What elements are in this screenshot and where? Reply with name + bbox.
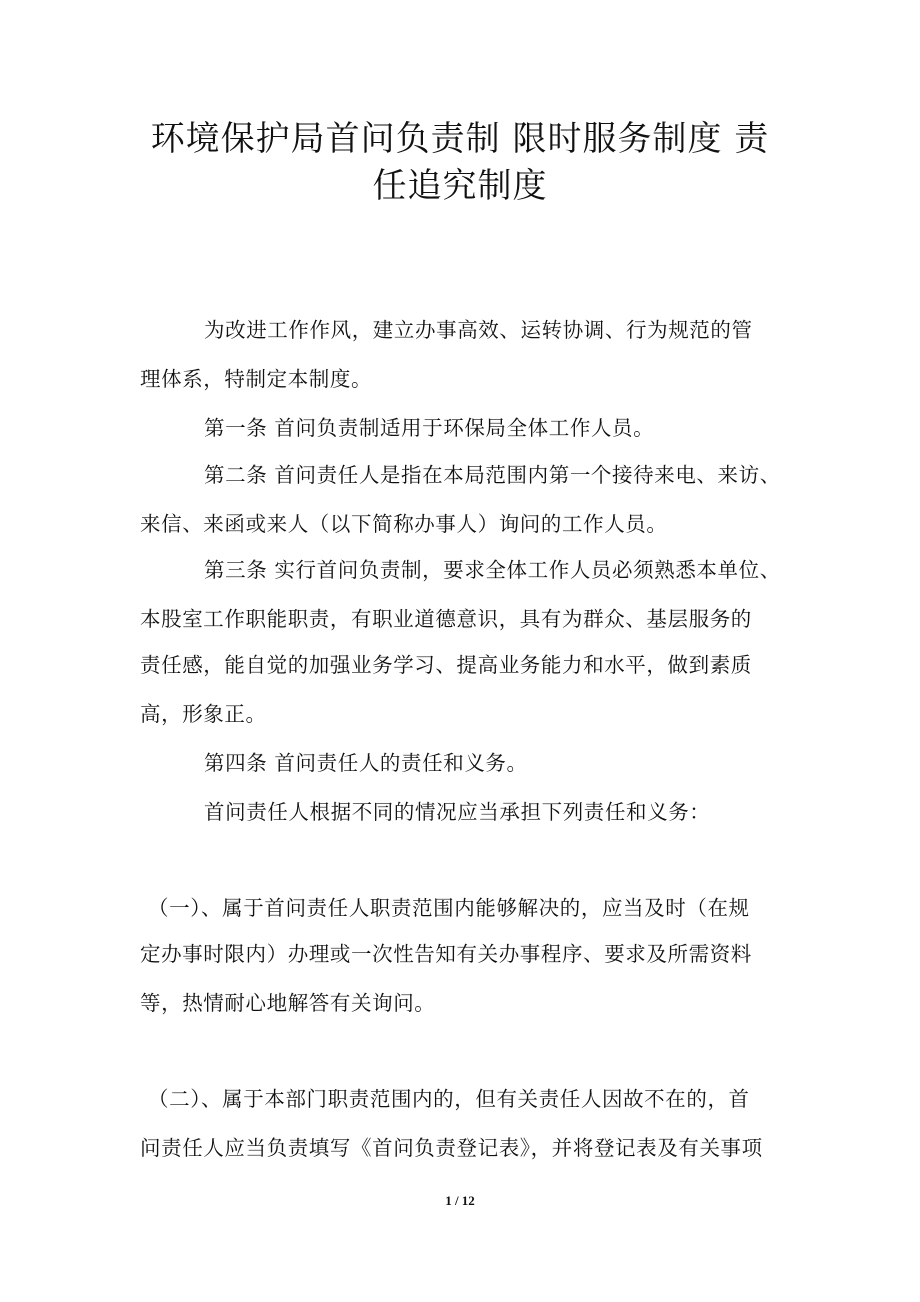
article-2-line-1: 第二条 首问责任人是指在本局范围内第一个接待来电、来访、 — [204, 463, 781, 487]
item-1-line-3: 等，热情耐心地解答有关询问。 — [140, 991, 436, 1015]
responsibility-intro-line: 首问责任人根据不同的情况应当承担下列责任和义务： — [204, 800, 711, 824]
page-number: 1 / 12 — [445, 1193, 475, 1208]
article-2-line-2: 来信、来函或来人（以下简称办事人）询问的工作人员。 — [140, 512, 668, 536]
intro-paragraph-line-2: 理体系，特制定本制度。 — [140, 367, 373, 391]
article-4-line-1: 第四条 首问责任人的责任和义务。 — [204, 751, 528, 775]
intro-paragraph-line-1: 为改进工作作风，建立办事高效、运转协调、行为规范的管 — [204, 318, 753, 342]
article-3-line-1: 第三条 实行首问负责制，要求全体工作人员必须熟悉本单位、 — [204, 558, 781, 582]
item-1-line-2: 定办事时限内）办理或一次性告知有关办事程序、要求及所需资料 — [140, 942, 752, 966]
document-title-line-1: 环境保护局首问负责制 限时服务制度 责 — [150, 119, 770, 159]
article-3-line-2: 本股室工作职能职责，有职业道德意识，具有为群众、基层服务的 — [140, 607, 752, 631]
article-3-line-4: 高，形象正。 — [140, 702, 267, 726]
article-1-line-1: 第一条 首问负责制适用于环保局全体工作人员。 — [204, 416, 655, 440]
item-2-line-2: 问责任人应当负责填写《首问负责登记表》，并将登记表及有关事项 — [140, 1136, 763, 1160]
item-2-line-1: （二）、属于本部门职责范围内的，但有关责任人因故不在的，首 — [148, 1087, 750, 1111]
document-title-line-2: 任追究制度 — [372, 166, 548, 206]
item-1-line-1: （一）、属于首问责任人职责范围内能够解决的，应当及时（在规 — [148, 896, 750, 920]
article-3-line-3: 责任感，能自觉的加强业务学习、提高业务能力和水平，做到素质 — [140, 653, 752, 677]
